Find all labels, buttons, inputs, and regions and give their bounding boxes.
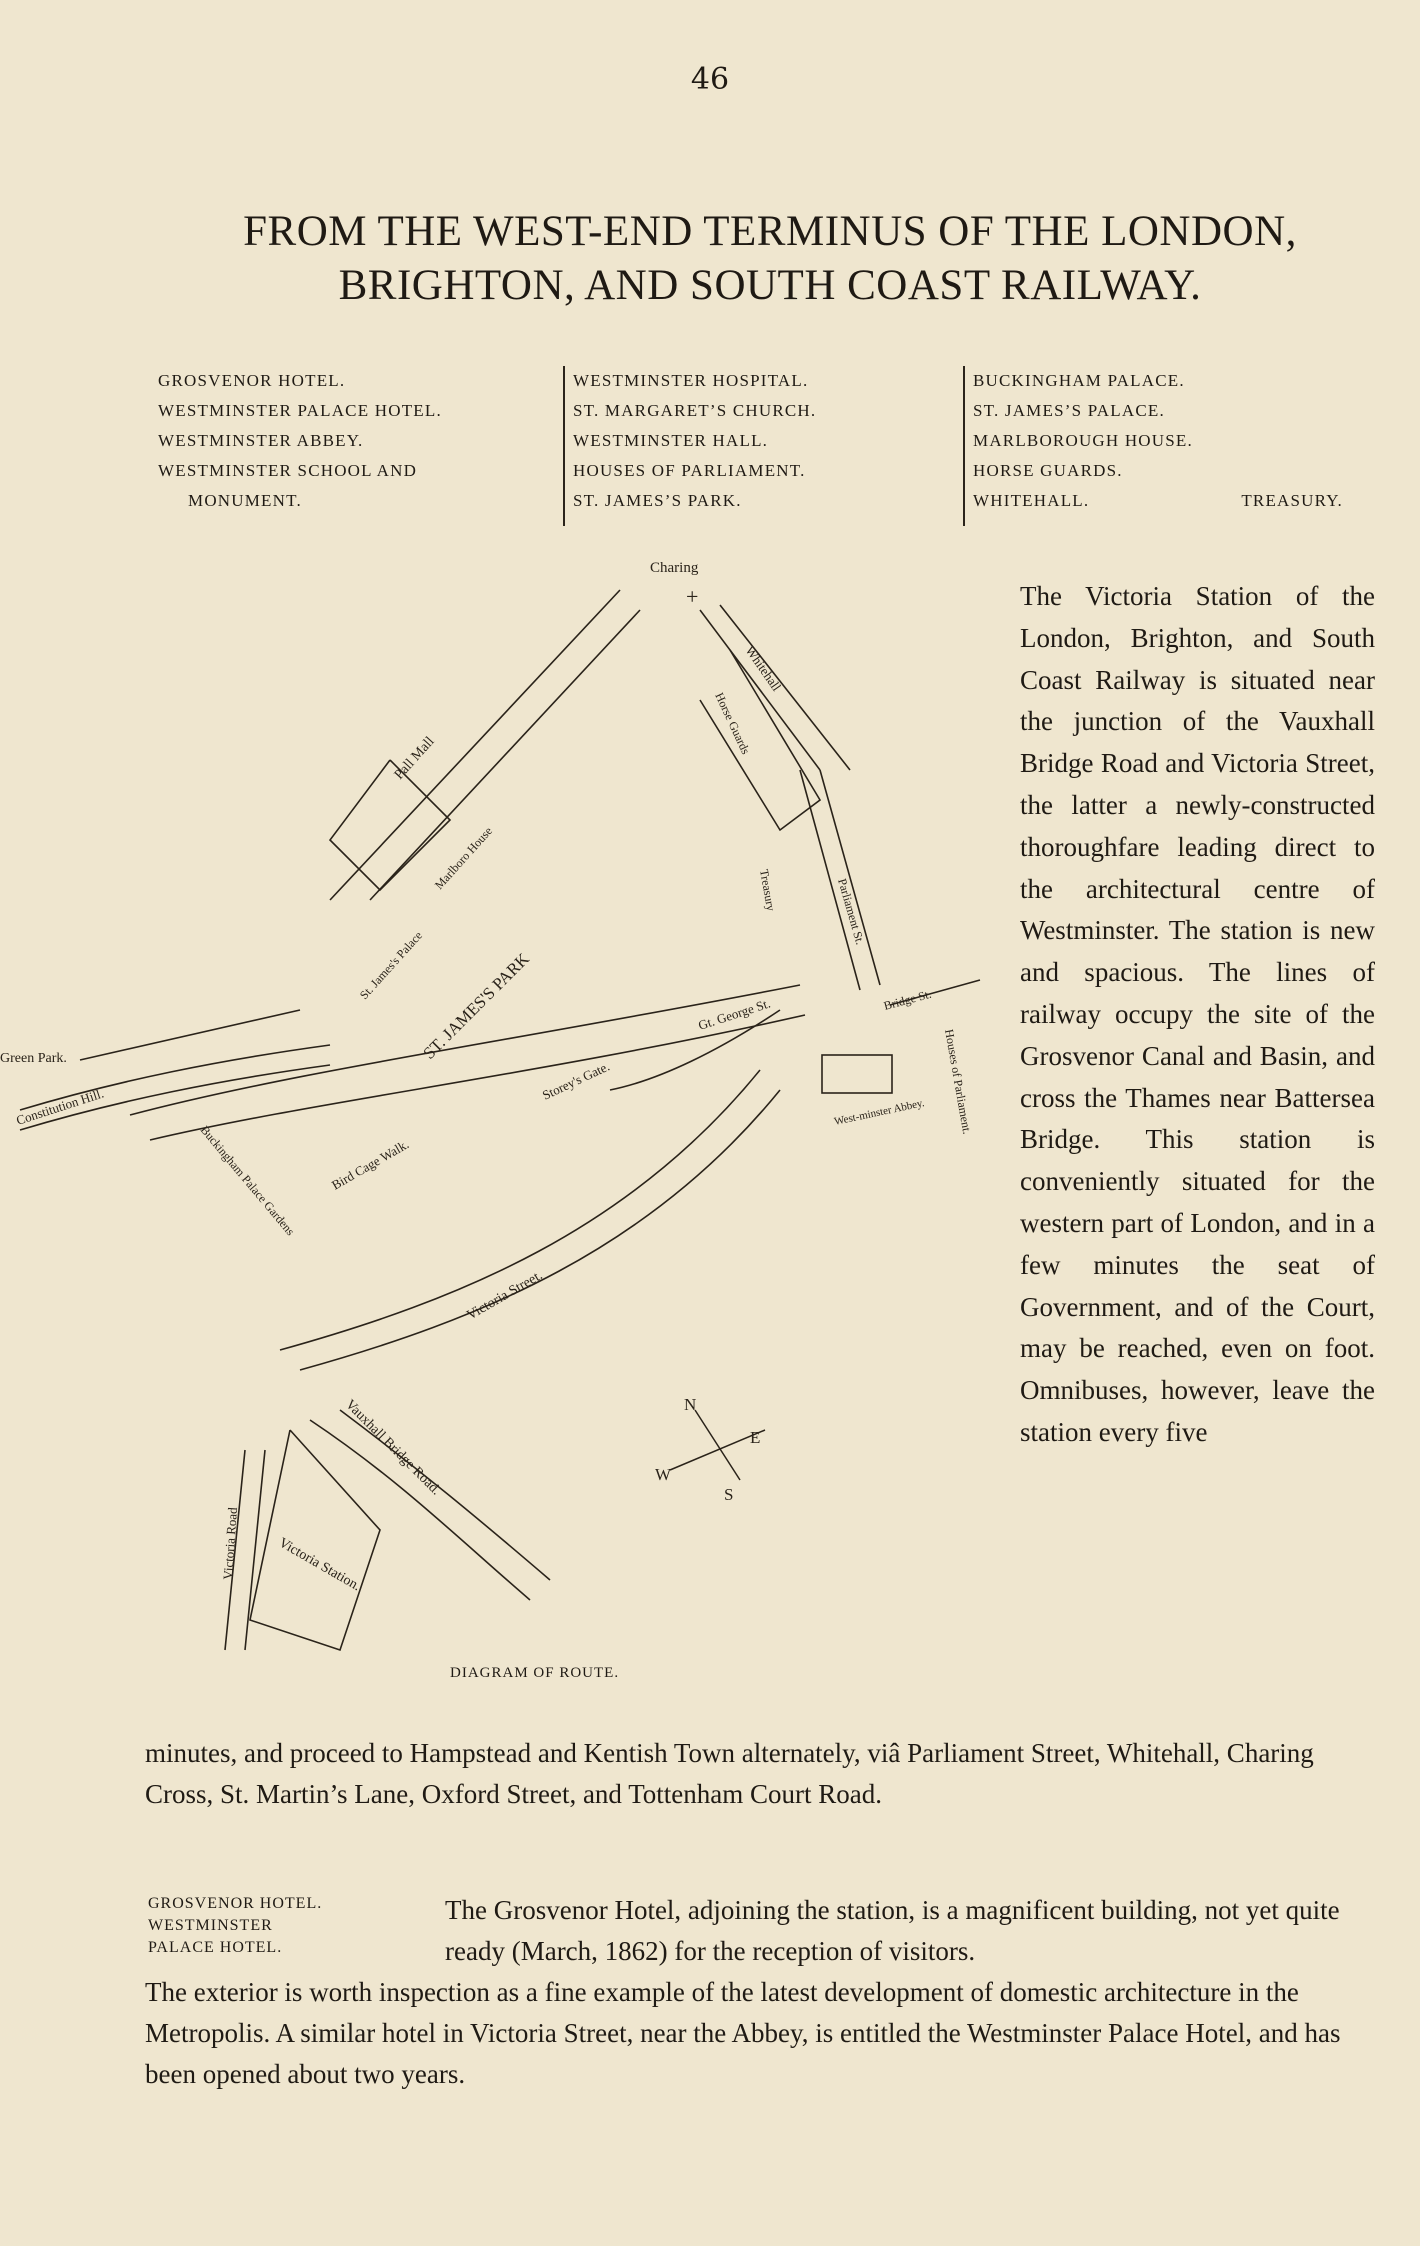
map-label-parliament-st: Parliament St. [835,876,868,947]
contents-column-2 [563,366,963,526]
victoria-station-block [250,1430,380,1650]
route-diagram [0,540,1010,1690]
title-line-2: BRIGHTON, AND SOUTH COAST RAILWAY. [338,262,1202,309]
charing-cross-marker: + [686,584,699,609]
paragraph-2-lead: The Grosvenor Hotel, adjoining the station, is a magnificent building, not yet quite ready (March, 1862) for the reception of visitors. [445,1895,1340,1966]
contents-item-pair [973,486,1353,516]
map-label-bridge-st: Bridge St. [882,986,933,1013]
paragraph-2-rest: The exterior is worth inspection as a fine example of the latest development of domestic architecture in the Metropolis. A similar hotel in Victoria Street, near the Abbey, is entitled the Westminster Palace Hotel, and has been opened about two years. [145,1977,1341,2089]
contents-column-1 [150,366,563,526]
contents-item: WESTMINSTER HALL. [573,431,769,450]
contents-item: MONUMENT. [188,491,302,510]
margin-note-line: PALACE HOTEL. [148,1939,283,1956]
map-label-charing: Charing [650,560,699,576]
contents-item: BUCKINGHAM PALACE. [973,371,1185,390]
page-number: 46 [690,62,730,97]
contents-item: ST. JAMES’S PARK. [573,491,742,510]
victoria-street-road [280,1070,760,1350]
contents-item: WESTMINSTER SCHOOL AND [158,461,418,480]
contents-item: HORSE GUARDS. [973,461,1123,480]
map-label-whitehall: Whitehall [742,643,785,694]
body-paragraph-1: minutes, and proceed to Hampstead and Kentish Town alternately, viâ Parliament Street, Whitehall, Charing Cross, St. Martin’s Lane, Oxford Street, and Tottenham Court Road. [145,1738,1314,1809]
map-label-buckingham-palace-gardens: Buckingham Palace Gardens [197,1122,298,1239]
margin-note-line: GROSVENOR HOTEL. [148,1895,323,1912]
contents-item: TREASURY. [1241,491,1343,510]
map-label-st-james-palace: St. James's Palace [356,928,426,1003]
contents-item: ST. MARGARET’S CHURCH. [573,401,817,420]
contents-item: WHITEHALL. [973,491,1090,510]
map-label-victoria-road: Victoria Road [220,1506,241,1581]
compass-east-label: E [750,1428,761,1447]
map-label-storeys-gate: Storey's Gate. [539,1058,612,1103]
margin-note-line: WESTMINSTER [148,1917,273,1934]
contents-list [150,366,1380,526]
map-label-bird-cage-walk: Bird Cage Walk. [329,1136,412,1193]
victoria-street-road [300,1090,780,1370]
map-label-constitution-hill: Constitution Hill. [14,1085,106,1128]
compass-west-label: W [655,1465,672,1484]
map-label-marlboro-house: Marlboro House [431,823,496,893]
map-label-victoria-station: Victoria Station. [276,1535,363,1595]
map-label-pall-mall: Pall Mall [391,734,438,783]
whitehall-road [700,610,820,770]
contents-item: HOUSES OF PARLIAMENT. [573,461,806,480]
contents-item: WESTMINSTER ABBEY. [158,431,364,450]
compass-arrow [695,1410,740,1480]
contents-item: MARLBOROUGH HOUSE. [973,431,1193,450]
green-park-edge [80,1010,300,1060]
map-label-houses-of-parliament: Houses of Parliament. [942,1028,975,1136]
map-label-horse-guards: Horse Guards [712,690,754,757]
contents-column-3 [963,366,1353,526]
title-line-1: FROM THE WEST-END TERMINUS OF THE LONDON, [243,208,1297,255]
map-label-gt-george-st: Gt. George St. [696,995,773,1033]
marlboro-house-block [330,760,450,890]
map-label-treasury: Treasury [757,868,779,913]
map-label-victoria-street: Victoria Street. [464,1268,546,1324]
contents-item: ST. JAMES’S PALACE. [973,401,1165,420]
horse-guards-block [700,650,820,830]
map-label-westminster-abbey: West-minster Abbey. [833,1097,926,1128]
victoria-road [245,1450,265,1650]
map-label-st-james-park: ST. JAMES'S PARK [419,949,533,1063]
contents-item: WESTMINSTER PALACE HOTEL. [158,401,442,420]
contents-item: GROSVENOR HOTEL. [158,371,346,390]
side-paragraph: The Victoria Station of the London, Brighton, and South Coast Railway is situated near the junction of the Vauxhall Bridge Road and Victoria Street, the latter a newly-constructed thoroughfare leading direct to the architectural centre of Westminster. The station is new and spacious. The lines of railway occupy the site of the Grosvenor Canal and Basin, and cross the Thames near Battersea Bridge. This station is conveniently situated for the western part of London, and in a few minutes the seat of Government, and of the Court, may be reached, even on foot. Omnibuses, however, leave the station every five [1020,581,1375,1447]
body-paragraph-2 [145,1890,1360,2095]
compass-north-label: N [684,1395,697,1414]
map-label-vauxhall-bridge-road: Vauxhall Bridge Road. [342,1397,444,1499]
contents-item: WESTMINSTER HOSPITAL. [573,371,809,390]
chapter-title [150,205,1390,313]
map-label-green-park: Green Park. [0,1051,67,1066]
compass-south-label: S [724,1485,734,1504]
westminster-abbey-outline [822,1055,892,1093]
map-caption: DIAGRAM OF ROUTE. [450,1665,620,1681]
